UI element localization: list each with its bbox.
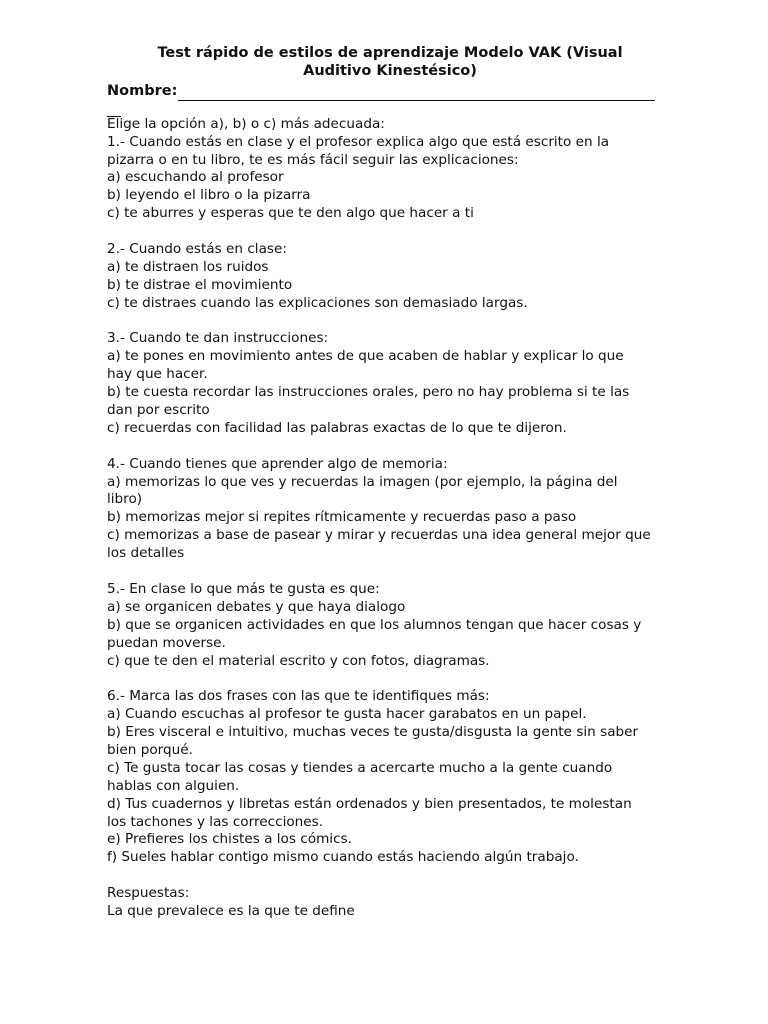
question-line: bien porqué.	[107, 741, 193, 758]
question-block-3	[107, 330, 667, 437]
question-line: b) te distrae el movimiento	[107, 276, 293, 293]
question-line: c) te aburres y esperas que te den algo que hacer a ti	[107, 205, 474, 222]
title-line-2: Auditivo Kinestésico)	[303, 62, 477, 79]
question-block-1	[107, 134, 667, 223]
name-field-row	[107, 81, 667, 101]
question-line: c) memorizas a base de pasear y mirar y recuerdas una idea general mejor que	[107, 527, 651, 544]
question-text: 6.- Marca las dos frases con las que te identifiques más:	[107, 688, 490, 705]
question-block-5	[107, 581, 667, 670]
question-line: a) memorizas lo que ves y recuerdas la imagen (por ejemplo, la página del	[107, 473, 618, 490]
question-line: a) escuchando al profesor	[107, 169, 284, 186]
title-line-1: Test rápido de estilos de aprendizaje Modelo VAK (Visual	[157, 45, 623, 61]
question-line: b) leyendo el libro o la pizarra	[107, 187, 311, 204]
question-line: los detalles	[107, 545, 185, 562]
question-line: b) que se organicen actividades en que los alumnos tengan que hacer cosas y	[107, 616, 642, 633]
question-line: a) te pones en movimiento antes de que acaben de hablar y explicar lo que	[107, 348, 624, 365]
spacer	[107, 563, 667, 581]
questionnaire-body	[107, 116, 667, 921]
question-block-2	[107, 241, 667, 313]
question-line: a) Cuando escuchas al profesor te gusta hacer garabatos en un papel.	[107, 706, 587, 723]
overline-mark	[107, 116, 121, 117]
spacer	[107, 438, 667, 456]
question-text: 5.- En clase lo que más te gusta es que:	[107, 580, 380, 597]
question-text: 1.- Cuando estás en clase y el profesor explica algo que está escrito en la	[107, 133, 610, 150]
question-line: c) Te gusta tocar las cosas y tiendes a acercarte mucho a la gente cuando	[107, 759, 613, 776]
document-page	[107, 44, 667, 921]
question-line: a) te distraen los ruidos	[107, 258, 269, 275]
question-text: 2.- Cuando estás en clase:	[107, 241, 287, 258]
answers-heading: Respuestas:	[107, 885, 190, 902]
question-line: c) que te den el material escrito y con fotos, diagramas.	[107, 652, 490, 669]
question-line: b) te cuesta recordar las instrucciones orales, pero no hay problema si te las	[107, 384, 630, 401]
question-line: c) recuerdas con facilidad las palabras exactas de lo que te dijeron.	[107, 419, 567, 436]
questions-list	[107, 134, 667, 868]
answers-text: La que prevalece es la que te define	[107, 902, 355, 919]
question-line: los tachones y las correcciones.	[107, 813, 324, 830]
question-line: hay que hacer.	[107, 366, 208, 383]
question-line: d) Tus cuadernos y libretas están ordenados y bien presentados, te molestan	[107, 795, 632, 812]
question-text: 3.- Cuando te dan instrucciones:	[107, 330, 329, 347]
name-blank-line[interactable]	[178, 80, 655, 101]
spacer	[107, 223, 667, 241]
question-line: a) se organicen debates y que haya dialogo	[107, 598, 406, 615]
question-line: puedan moverse.	[107, 634, 226, 651]
spacer	[107, 313, 667, 331]
question-line: c) te distraes cuando las explicaciones son demasiado largas.	[107, 294, 528, 311]
spacer	[107, 670, 667, 688]
question-line: f) Sueles hablar contigo mismo cuando estás haciendo algún trabajo.	[107, 849, 579, 866]
question-line: hablas con alguien.	[107, 777, 240, 794]
question-text: 4.- Cuando tienes que aprender algo de memoria:	[107, 455, 448, 472]
question-line: e) Prefieres los chistes a los cómics.	[107, 831, 352, 848]
question-line: pizarra o en tu libro, te es más fácil seguir las explicaciones:	[107, 151, 519, 168]
question-line: dan por escrito	[107, 402, 210, 419]
instruction-block	[107, 116, 667, 134]
question-block-4	[107, 456, 667, 563]
document-title	[107, 44, 667, 80]
spacer	[107, 867, 667, 885]
question-line: b) memorizas mejor si repites rítmicamente y recuerdas paso a paso	[107, 509, 577, 526]
instruction-text: Elige la opción a), b) o c) más adecuada:	[107, 115, 385, 132]
question-line: libro)	[107, 491, 143, 508]
question-line: b) Eres visceral e intuitivo, muchas veces te gusta/disgusta la gente sin saber	[107, 724, 639, 741]
name-label: Nombre:	[107, 82, 178, 99]
question-block-6	[107, 688, 667, 867]
